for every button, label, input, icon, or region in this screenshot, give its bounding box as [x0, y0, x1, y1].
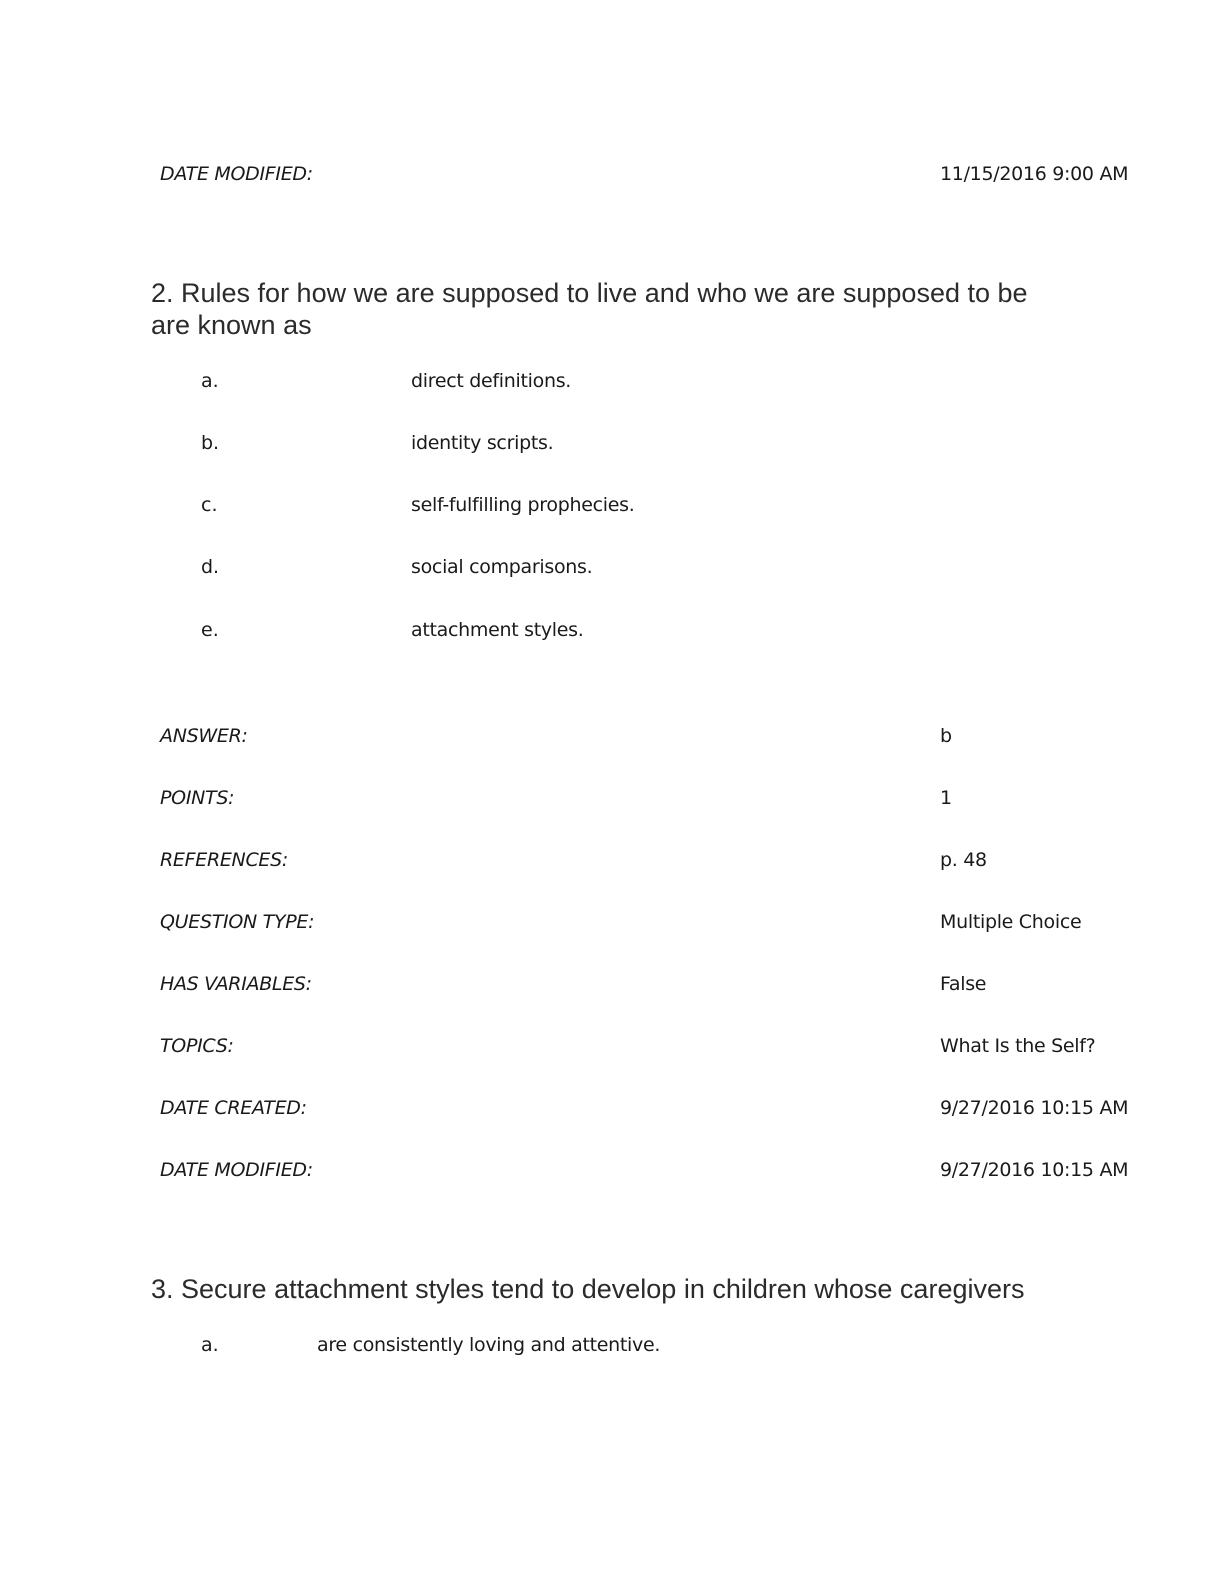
- meta-value: 9/27/2016 10:15 AM: [940, 1159, 1129, 1181]
- meta-label: DATE MODIFIED:: [160, 1159, 313, 1181]
- question-2-stem: [151, 277, 1051, 341]
- option-a: [0, 1333, 1224, 1363]
- option-c: [0, 493, 1224, 523]
- question-3-stem: 3. Secure attachment styles tend to develop in children whose caregivers: [151, 1274, 1025, 1304]
- option-letter: e.: [201, 619, 219, 641]
- option-b: [0, 431, 1224, 461]
- meta-label: DATE MODIFIED:: [160, 163, 313, 185]
- option-e: [0, 618, 1224, 648]
- meta-row-has-variables: [0, 972, 1224, 1002]
- meta-value: p. 48: [940, 849, 987, 871]
- meta-label: REFERENCES:: [160, 849, 288, 871]
- meta-value: b: [940, 725, 952, 747]
- option-text: direct definitions.: [411, 370, 572, 392]
- meta-value: 11/15/2016 9:00 AM: [940, 163, 1129, 185]
- option-letter: c.: [201, 494, 218, 516]
- option-letter: d.: [201, 556, 220, 578]
- question-2-stem-line2: are known as: [151, 310, 312, 340]
- meta-row-references: [0, 848, 1224, 878]
- option-a: [0, 369, 1224, 399]
- option-letter: a.: [201, 1334, 219, 1356]
- meta-value: What Is the Self?: [940, 1035, 1096, 1057]
- meta-value: 9/27/2016 10:15 AM: [940, 1097, 1129, 1119]
- option-text: identity scripts.: [411, 432, 554, 454]
- question-2-stem-line1: 2. Rules for how we are supposed to live and who we are supposed to be: [151, 278, 1028, 308]
- meta-row-date-modified: [0, 1158, 1224, 1188]
- meta-value: 1: [940, 787, 952, 809]
- meta-label: QUESTION TYPE:: [160, 911, 315, 933]
- option-text: self-fulfilling prophecies.: [411, 494, 635, 516]
- option-letter: b.: [201, 432, 220, 454]
- option-text: attachment styles.: [411, 619, 584, 641]
- meta-label: DATE CREATED:: [160, 1097, 307, 1119]
- option-text: social comparisons.: [411, 556, 593, 578]
- meta-value: False: [940, 973, 987, 995]
- meta-row-points: [0, 786, 1224, 816]
- option-d: [0, 555, 1224, 585]
- meta-label: POINTS:: [160, 787, 235, 809]
- option-text: are consistently loving and attentive.: [317, 1334, 661, 1356]
- meta-label: ANSWER:: [160, 725, 248, 747]
- meta-label: TOPICS:: [160, 1035, 234, 1057]
- meta-value: Multiple Choice: [940, 911, 1082, 933]
- top-date-modified-row: [0, 162, 1224, 192]
- meta-row-date-created: [0, 1096, 1224, 1126]
- meta-row-question-type: [0, 910, 1224, 940]
- meta-label: HAS VARIABLES:: [160, 973, 312, 995]
- option-letter: a.: [201, 370, 219, 392]
- meta-row-topics: [0, 1034, 1224, 1064]
- meta-row-answer: [0, 724, 1224, 754]
